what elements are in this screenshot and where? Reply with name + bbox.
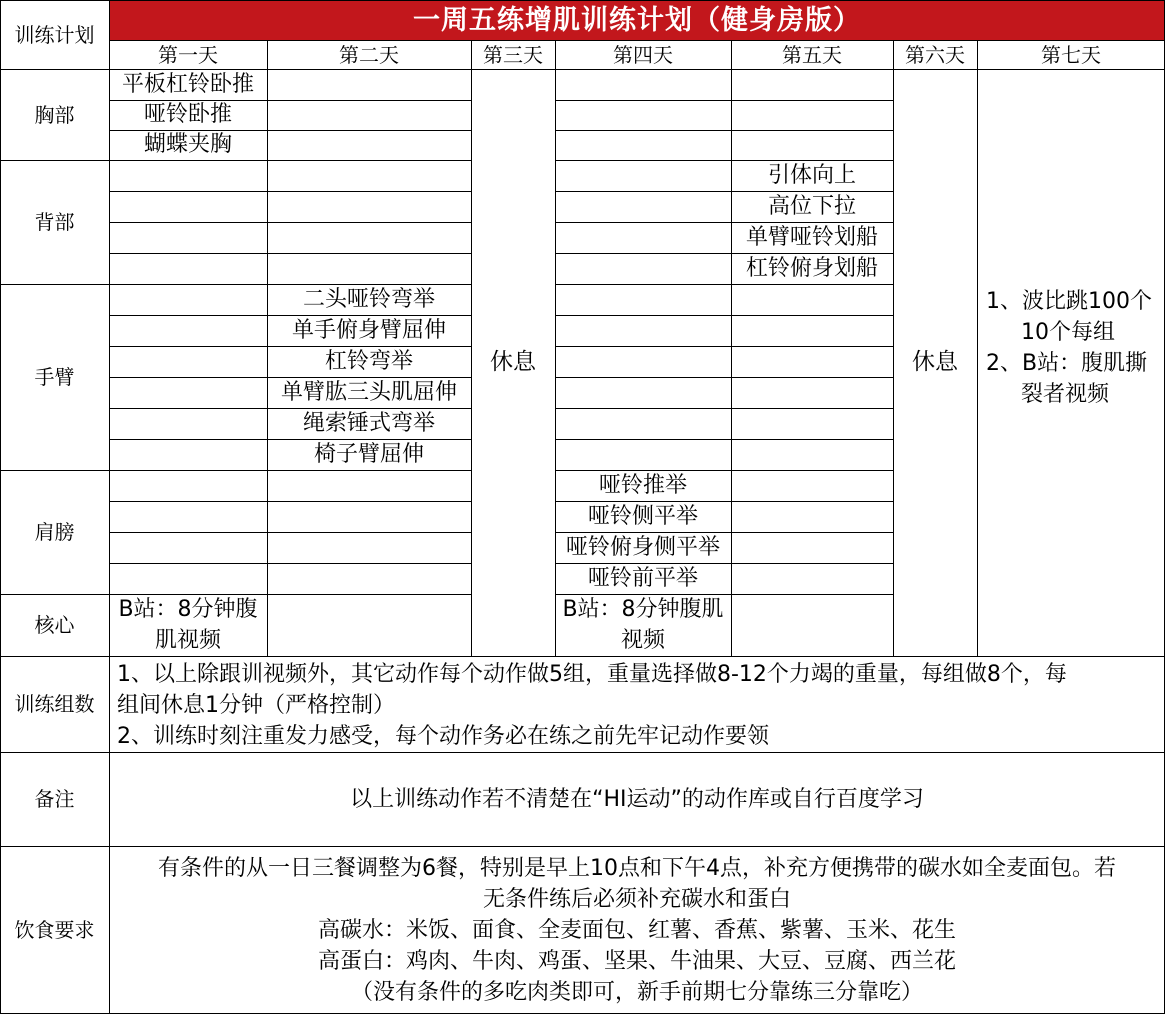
day-4-header: 第四天 (613, 42, 673, 67)
day5-back-exercise: 杠铃俯身划船 (745, 255, 878, 281)
grid-line (109, 0, 110, 1014)
day5-back-exercise: 引体向上 (767, 162, 856, 188)
day4-shoulder-exercise: 哑铃俯身侧平举 (565, 534, 720, 560)
grid-line (555, 532, 893, 533)
grid-line (555, 315, 893, 316)
corner-label: 训练计划 (14, 22, 95, 47)
category-arms: 手臂 (34, 365, 75, 389)
day2-arm-exercise: 二头哑铃弯举 (302, 286, 435, 312)
diet-line: 无条件练后必须补充碳水和蛋白 (482, 887, 791, 912)
diet-label: 饮食要求 (14, 918, 95, 942)
grid-line (109, 594, 471, 595)
day4-shoulder-exercise: 哑铃推举 (598, 472, 687, 498)
grid-line (0, 0, 1165, 1)
grid-line (109, 100, 471, 101)
grid-line (0, 284, 109, 285)
sets-line: 2、训练时刻注重发力感受，每个动作务必在练之前先牢记动作要领 (117, 724, 769, 749)
grid-line (109, 191, 471, 192)
grid-line (555, 253, 893, 254)
grid-line (555, 100, 893, 101)
category-core: 核心 (34, 613, 75, 637)
grid-line (109, 470, 471, 471)
grid-line (109, 253, 471, 254)
day1-chest-exercise: 平板杠铃卧推 (121, 71, 254, 97)
grid-line (109, 160, 471, 161)
grid-line (109, 439, 471, 440)
day7-item: 裂者视频 (1021, 381, 1110, 407)
day5-back-exercise: 高位下拉 (767, 193, 856, 219)
day2-arm-exercise: 椅子臂屈伸 (313, 441, 424, 467)
diet-line: 高碳水：米饭、面食、全麦面包、红薯、香蕉、紫薯、玉米、花生 (317, 918, 956, 943)
grid-line (0, 0, 1, 1014)
grid-line (555, 594, 893, 595)
day2-arm-exercise: 绳索锤式弯举 (302, 410, 435, 436)
category-back: 背部 (34, 210, 75, 234)
grid-line (109, 563, 471, 564)
grid-line (555, 501, 893, 502)
diet-line: 高蛋白：鸡肉、牛肉、鸡蛋、坚果、牛油果、大豆、豆腐、西兰花 (317, 949, 956, 974)
category-chest: 胸部 (34, 102, 75, 127)
remarks-text: 以上训练动作若不清楚在“HI运动”的动作库或自行百度学习 (350, 786, 924, 812)
grid-line (555, 130, 893, 131)
day7-item: 10个每组 (1021, 319, 1115, 345)
grid-line (109, 130, 471, 131)
grid-line (0, 752, 1165, 753)
grid-line (555, 346, 893, 347)
grid-line (555, 563, 893, 564)
day4-shoulder-exercise: 哑铃前平举 (587, 565, 698, 591)
sets-line: 组间休息1分钟（严格控制） (117, 693, 395, 718)
day5-back-exercise: 单臂哑铃划船 (745, 224, 878, 250)
day2-arm-exercise: 杠铃弯举 (324, 348, 413, 374)
day4-shoulder-exercise: 哑铃侧平举 (587, 503, 698, 529)
day7-item: 2、B站：腹肌撕 (986, 350, 1148, 376)
grid-line (0, 594, 109, 595)
day2-arm-exercise: 单臂肱三头肌屈伸 (280, 379, 457, 405)
grid-line (555, 408, 893, 409)
day-6-header: 第六天 (905, 42, 965, 67)
day4-core-video: B站：8分钟腹肌视频 (562, 597, 724, 653)
day2-arm-exercise: 单手俯身臂屈伸 (291, 317, 446, 343)
grid-line (555, 439, 893, 440)
diet-line: （没有条件的多吃肉类即可，新手前期七分靠练三分靠吃） (350, 980, 923, 1005)
day7-item: 1、波比跳100个 (986, 288, 1152, 314)
grid-line (977, 40, 978, 656)
day-5-header: 第五天 (782, 42, 842, 67)
grid-line (109, 532, 471, 533)
grid-line (0, 160, 109, 161)
grid-line (555, 377, 893, 378)
day-1-header: 第一天 (158, 42, 218, 67)
day1-core-video: B站：8分钟腹肌视频 (118, 597, 258, 653)
diet-line: 有条件的从一日三餐调整为6餐，特别是早上10点和下午4点，补充方便携带的碳水如全麦面包。若 (158, 856, 1116, 881)
grid-line (0, 846, 1165, 847)
sets-label: 训练组数 (14, 692, 95, 716)
grid-line (0, 470, 109, 471)
grid-line (0, 69, 1165, 70)
grid-line (555, 284, 893, 285)
grid-line (471, 40, 472, 656)
grid-line (555, 160, 893, 161)
grid-line (555, 191, 893, 192)
day1-chest-exercise: 蝴蝶夹胸 (143, 132, 232, 157)
grid-line (555, 222, 893, 223)
grid-line (109, 408, 471, 409)
grid-line (0, 656, 1165, 657)
sets-line: 1、以上除跟训视频外，其它动作每个动作做5组，重量选择做8-12个力竭的重量，每组做8个，每 (117, 662, 1067, 687)
grid-line (109, 315, 471, 316)
day-2-header: 第二天 (339, 42, 399, 67)
sheet-title: 一周五练增肌训练计划（健身房版） (109, 0, 1165, 40)
category-shoulders: 肩膀 (34, 520, 75, 544)
day6-rest: 休息 (912, 349, 958, 375)
day1-chest-exercise: 哑铃卧推 (143, 102, 232, 127)
grid-line (555, 470, 893, 471)
day-3-header: 第三天 (483, 42, 543, 67)
remarks-label: 备注 (34, 787, 75, 811)
day-7-header: 第七天 (1041, 42, 1101, 67)
day3-rest: 休息 (490, 349, 536, 375)
grid-line (109, 284, 471, 285)
grid-line (109, 377, 471, 378)
grid-line (109, 346, 471, 347)
grid-line (109, 222, 471, 223)
grid-line (893, 40, 894, 656)
grid-line (109, 501, 471, 502)
